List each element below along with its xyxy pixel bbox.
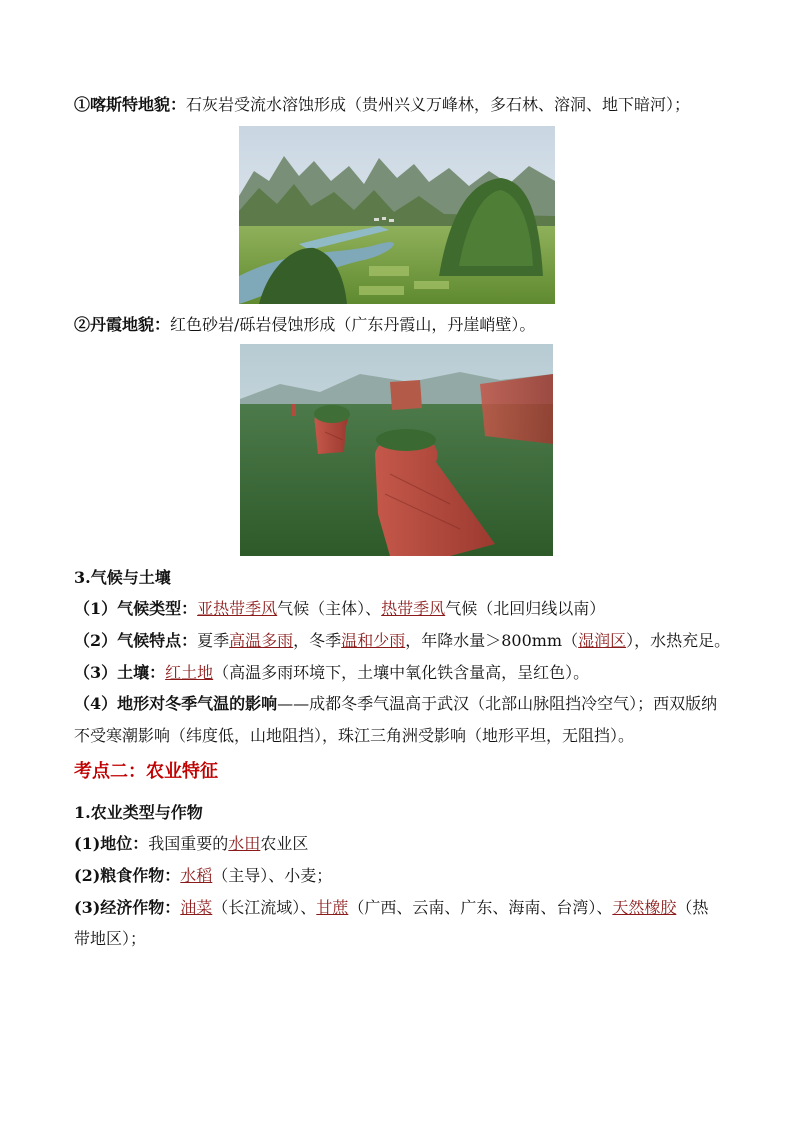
agriculture-subheading: 1.农业类型与作物: [74, 803, 203, 822]
terrain-label: （4）地形对冬季气温的影响: [74, 694, 278, 713]
soil-label: （3）土壤：: [74, 663, 166, 682]
soil-line: [74, 663, 589, 683]
keyword-rapeseed: 油菜: [180, 898, 213, 917]
cash-crops-text-2: （广西、云南、广东、海南、台湾）、: [348, 898, 613, 917]
grain-crops-line: [74, 866, 332, 886]
keyword-hot-rainy: 高温多雨: [229, 631, 294, 650]
karst-text: 石灰岩受流水溶蚀形成（贵州兴义万峰林，多石林、溶洞、地下暗河）；: [186, 95, 691, 114]
climate-type-text-2: 气候（北回归线以南）: [445, 599, 606, 618]
agri-location-text-1: 我国重要的: [148, 834, 229, 853]
keyword-mild-dry: 温和少雨: [341, 631, 406, 650]
karst-label: ①喀斯特地貌：: [74, 95, 187, 114]
cash-crops-text-3: （热: [676, 898, 709, 917]
keyword-subtropical-monsoon: 亚热带季风: [197, 599, 278, 618]
grain-crops-label: (2)粮食作物：: [74, 866, 181, 885]
cash-crops-text-1: （长江流域）、: [212, 898, 317, 917]
climate-feature-label: （2）气候特点：: [74, 631, 198, 650]
karst-photo-illustration: [239, 126, 555, 304]
climate-type-label: （1）气候类型：: [74, 599, 198, 618]
climate-feature-text-4: ），水热充足。: [626, 631, 731, 650]
keyword-sugarcane: 甘蔗: [316, 898, 349, 917]
topic-2-heading: 考点二：农业特征: [74, 761, 218, 782]
climate-type-text-1: 气候（主体）、: [277, 599, 382, 618]
climate-feature-text-1: 夏季: [197, 631, 230, 650]
karst-landscape-photo: [239, 126, 555, 304]
danxia-text: 红色砂岩/砾岩侵蚀形成（广东丹霞山，丹崖峭壁）。: [170, 315, 536, 334]
danxia-paragraph: [74, 315, 535, 335]
climate-type-line: [74, 599, 605, 619]
climate-feature-text-3: ，年降水量＞800mm（: [405, 631, 579, 650]
keyword-rice: 水稻: [180, 866, 213, 885]
grain-crops-text: （主导）、小麦；: [212, 866, 333, 885]
soil-text: （高温多雨环境下，土壤中氧化铁含量高，呈红色）。: [213, 663, 590, 682]
danxia-label: ②丹霞地貌：: [74, 315, 171, 334]
keyword-humid-zone: 湿润区: [578, 631, 627, 650]
climate-feature-text-2: ，冬季: [293, 631, 342, 650]
cash-crops-line-2: 带地区）；: [74, 929, 147, 948]
karst-paragraph: [74, 95, 690, 115]
keyword-paddy-field: 水田: [228, 834, 261, 853]
climate-feature-line: [74, 631, 730, 651]
cash-crops-line-1: [74, 898, 708, 918]
keyword-red-soil: 红土地: [165, 663, 214, 682]
keyword-tropical-monsoon: 热带季风: [381, 599, 446, 618]
danxia-landscape-photo: [240, 344, 553, 556]
agri-location-text-2: 农业区: [260, 834, 309, 853]
agri-location-line: [74, 834, 308, 854]
keyword-natural-rubber: 天然橡胶: [612, 898, 677, 917]
cash-crops-label: (3)经济作物：: [74, 898, 181, 917]
section-3-heading: 3.气候与土壤: [74, 568, 171, 587]
agri-location-label: (1)地位：: [74, 834, 149, 853]
terrain-text-1: ——成都冬季气温高于武汉（北部山脉阻挡冷空气）；西双版纳: [277, 694, 718, 713]
terrain-line-1: [74, 694, 717, 714]
terrain-line-2: 不受寒潮影响（纬度低，山地阻挡），珠江三角洲受影响（地形平坦，无阻挡）。: [74, 726, 635, 745]
danxia-photo-illustration: [240, 344, 553, 556]
